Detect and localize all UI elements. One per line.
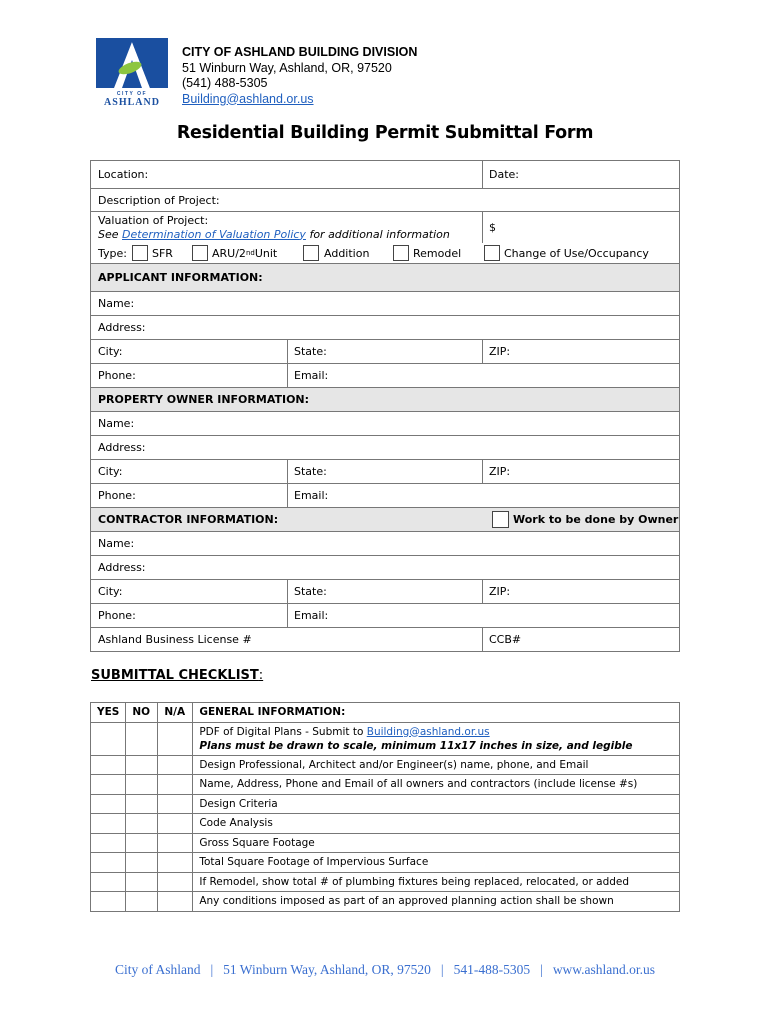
permit-form <box>90 160 680 652</box>
location-field[interactable]: Location: <box>98 168 149 181</box>
footer-city: City of Ashland <box>114 962 201 977</box>
valuation-amount[interactable]: $ <box>489 221 496 234</box>
checklist-row <box>91 853 680 873</box>
yes-cell[interactable] <box>91 794 126 814</box>
no-cell[interactable] <box>126 755 158 775</box>
owner-name-field[interactable]: Name: <box>98 417 135 430</box>
checklist-row <box>91 814 680 834</box>
valuation-policy-link[interactable]: Determination of Valuation Policy <box>122 227 306 241</box>
general-info-header: GENERAL INFORMATION: <box>193 703 680 723</box>
remodel-checkbox[interactable] <box>393 245 409 261</box>
owner-email-field[interactable]: Email: <box>294 489 329 502</box>
owner-address-row <box>91 435 679 459</box>
contractor-name-field[interactable]: Name: <box>98 537 135 550</box>
page-title: Residential Building Permit Submittal Form <box>176 123 594 143</box>
no-cell[interactable] <box>126 722 158 755</box>
checklist-row <box>91 833 680 853</box>
contractor-address-field[interactable]: Address: <box>98 561 146 574</box>
checklist-row <box>91 722 680 755</box>
yes-cell[interactable] <box>91 872 126 892</box>
na-cell[interactable] <box>158 872 193 892</box>
org-phone: (541) 488-5305 <box>182 76 268 90</box>
checklist-item: Design Criteria <box>193 794 680 814</box>
sfr-checkbox[interactable] <box>132 245 148 261</box>
applicant-address-field[interactable]: Address: <box>98 321 146 334</box>
org-address: 51 Winburn Way, Ashland, OR, 97520 <box>182 60 392 75</box>
yes-cell[interactable] <box>91 755 126 775</box>
applicant-city-row <box>91 339 679 363</box>
na-cell[interactable] <box>158 853 193 873</box>
applicant-zip-field[interactable]: ZIP: <box>489 345 511 358</box>
na-cell[interactable] <box>158 892 193 912</box>
na-column-header: N/A <box>158 703 193 723</box>
footer-web-link[interactable]: www.ashland.or.us <box>552 962 656 977</box>
work-by-owner-label: Work to be done by Owner <box>513 513 679 526</box>
owner-section-header: PROPERTY OWNER INFORMATION: <box>91 387 679 411</box>
no-column-header: NO <box>126 703 158 723</box>
org-name: CITY OF ASHLAND BUILDING DIVISION <box>182 45 418 59</box>
checklist-header-row <box>91 703 680 723</box>
applicant-state-field[interactable]: State: <box>294 345 327 358</box>
checklist-row <box>91 872 680 892</box>
yes-cell[interactable] <box>91 853 126 873</box>
change-of-use-label: Change of Use/Occupancy <box>504 246 649 260</box>
owner-phone-row <box>91 483 679 507</box>
page-footer: City of Ashland | 51 Winburn Way, Ashland, OR, 97520 | 541-488-5305 | www.ashland.or.us <box>114 962 656 977</box>
footer-address: 51 Winburn Way, Ashland, OR, 97520 <box>223 962 431 977</box>
checklist-item-pdf-plans: PDF of Digital Plans - Submit to Building@ashland.or.us Plans must be drawn to scale, minimum 11x17 inches in size, and legible <box>193 722 680 755</box>
org-email-link[interactable]: Building@ashland.or.us <box>182 91 314 106</box>
yes-cell[interactable] <box>91 775 126 795</box>
applicant-city-field[interactable]: City: <box>98 345 123 358</box>
checklist-item: Gross Square Footage <box>193 833 680 853</box>
checklist-item: Code Analysis <box>193 814 680 834</box>
checklist-item: Design Professional, Architect and/or Engineer(s) name, phone, and Email <box>193 755 680 775</box>
building-email-link[interactable]: Building@ashland.or.us <box>366 725 490 738</box>
remodel-label: Remodel <box>413 246 462 260</box>
na-cell[interactable] <box>158 755 193 775</box>
license-row <box>91 627 679 651</box>
checklist-row <box>91 794 680 814</box>
description-row <box>91 188 679 211</box>
contractor-phone-row <box>91 603 679 627</box>
type-row <box>91 243 679 263</box>
checklist-item: Name, Address, Phone and Email of all owners and contractors (include license #s) <box>193 775 680 795</box>
contractor-address-row <box>91 555 679 579</box>
yes-cell[interactable] <box>91 814 126 834</box>
org-info <box>182 45 417 107</box>
owner-city-row <box>91 459 679 483</box>
owner-city-field[interactable]: City: <box>98 465 123 478</box>
work-by-owner-checkbox[interactable] <box>492 511 509 528</box>
contractor-section-header: CONTRACTOR INFORMATION: Work to be done by Owner <box>91 507 679 531</box>
aru-checkbox[interactable] <box>192 245 208 261</box>
checklist-item: Total Square Footage of Impervious Surface <box>193 853 680 873</box>
no-cell[interactable] <box>126 853 158 873</box>
ccb-field[interactable]: CCB# <box>489 633 522 646</box>
owner-address-field[interactable]: Address: <box>98 441 146 454</box>
contractor-city-row <box>91 579 679 603</box>
checklist-row <box>91 775 680 795</box>
na-cell[interactable] <box>158 794 193 814</box>
owner-zip-field[interactable]: ZIP: <box>489 465 511 478</box>
addition-label: Addition <box>324 246 370 260</box>
applicant-email-field[interactable]: Email: <box>294 369 329 382</box>
owner-name-row <box>91 411 679 435</box>
na-cell[interactable] <box>158 833 193 853</box>
contractor-city-field[interactable]: City: <box>98 585 123 598</box>
yes-column-header: YES <box>91 703 126 723</box>
na-cell[interactable] <box>158 722 193 755</box>
valuation-row <box>91 211 679 243</box>
contractor-phone-field[interactable]: Phone: <box>98 609 136 622</box>
owner-phone-field[interactable]: Phone: <box>98 489 136 502</box>
no-cell[interactable] <box>126 833 158 853</box>
contractor-zip-field[interactable]: ZIP: <box>489 585 511 598</box>
yes-cell[interactable] <box>91 892 126 912</box>
addition-checkbox[interactable] <box>303 245 319 261</box>
no-cell[interactable] <box>126 872 158 892</box>
contractor-state-field[interactable]: State: <box>294 585 327 598</box>
no-cell[interactable] <box>126 794 158 814</box>
na-cell[interactable] <box>158 814 193 834</box>
contractor-name-row <box>91 531 679 555</box>
no-cell[interactable] <box>126 892 158 912</box>
applicant-name-field[interactable]: Name: <box>98 297 135 310</box>
yes-cell[interactable] <box>91 722 126 755</box>
business-license-field[interactable]: Ashland Business License # <box>98 633 252 646</box>
checklist-row <box>91 755 680 775</box>
checklist-item: Any conditions imposed as part of an approved planning action shall be shown <box>193 892 680 912</box>
svg-text:CITY OF: CITY OF <box>116 91 148 97</box>
aru-label: ARU/2 nd Unit <box>212 246 278 260</box>
applicant-phone-row <box>91 363 679 387</box>
sfr-label: SFR <box>152 246 173 260</box>
applicant-section-header: APPLICANT INFORMATION: <box>91 263 679 291</box>
checklist-row <box>91 892 680 912</box>
location-row <box>91 161 679 188</box>
description-field[interactable]: Description of Project: <box>98 193 220 207</box>
applicant-address-row <box>91 315 679 339</box>
type-label: Type: <box>98 246 127 260</box>
valuation-label: Valuation of Project: <box>98 213 209 227</box>
yes-cell[interactable] <box>91 833 126 853</box>
date-field[interactable]: Date: <box>489 168 519 181</box>
change-of-use-checkbox[interactable] <box>484 245 500 261</box>
contractor-email-field[interactable]: Email: <box>294 609 329 622</box>
no-cell[interactable] <box>126 814 158 834</box>
submittal-checklist-table <box>90 702 680 912</box>
footer-phone: 541-488-5305 <box>453 962 531 977</box>
city-logo <box>96 38 168 106</box>
applicant-name-row <box>91 291 679 315</box>
checklist-title: SUBMITTAL CHECKLIST: <box>91 668 264 683</box>
no-cell[interactable] <box>126 775 158 795</box>
checklist-item: If Remodel, show total # of plumbing fixtures being replaced, relocated, or added <box>193 872 680 892</box>
na-cell[interactable] <box>158 775 193 795</box>
applicant-phone-field[interactable]: Phone: <box>98 369 136 382</box>
svg-text:ASHLAND: ASHLAND <box>104 97 160 106</box>
valuation-field[interactable]: Valuation of Project: See Determination of Valuation Policy for additional information <box>98 213 450 241</box>
owner-state-field[interactable]: State: <box>294 465 327 478</box>
